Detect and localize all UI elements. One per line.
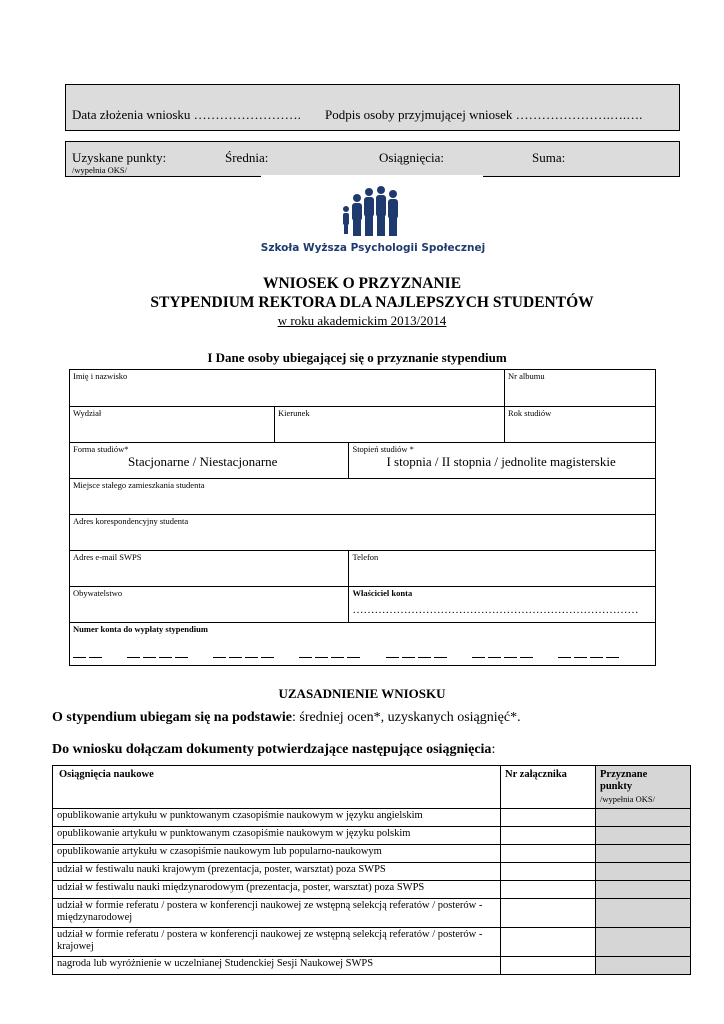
achievement-row-label: opublikowanie artykułu w czasopiśmie naukowym lub popularno-naukowym [53,845,501,863]
points-cell [596,863,691,881]
degree-field[interactable] [349,443,656,479]
account-dashes [73,650,652,654]
degree-label: Stopień studiów * [352,444,414,454]
citizenship-label: Obywatelstwo [73,588,123,598]
points-cell [596,827,691,845]
points-cell [596,957,691,975]
attachment-number-cell[interactable] [501,809,596,827]
phone-label: Telefon [352,552,379,562]
points-cell [596,928,691,957]
points-col-header [596,766,691,809]
points-box [65,141,680,177]
points-cell [596,899,691,928]
title-line-1: WNIOSEK O PRZYZNANIE [262,275,462,292]
submission-date-label: Data złożenia wniosku ……………………. [72,107,301,122]
owner-label: Właściciel konta [352,588,413,598]
receiver-signature-label: Podpis osoby przyjmującej wniosek ………………….….…. [325,107,643,122]
oks-note: /wypełnia OKS/ [72,165,128,175]
correspondence-label: Adres korespondencyjny studenta [73,516,189,526]
sum-label: Suma: [532,150,566,165]
album-field[interactable] [505,370,656,407]
points-col-title: Przyznane punkty [600,769,648,792]
residence-label: Miejsce stałego zamieszkania studenta [73,480,205,490]
points-box-gap [261,175,483,179]
year-label: Rok studiów [508,408,552,418]
academic-year: w roku akademickim 2013/2014 [277,313,447,328]
achievement-row-label: opublikowanie artykułu w punktowanym czasopiśmie naukowym w języku angielskim [53,809,501,827]
achievement-row-label: opublikowanie artykułu w punktowanym czasopiśmie naukowym w języku polskim [53,827,501,845]
study-form-field[interactable] [70,443,349,479]
email-field[interactable] [70,551,349,587]
direction-label: Kierunek [278,408,310,418]
attach-rest: : [491,742,496,757]
faculty-label: Wydział [73,408,102,418]
degree-value: I stopnia / II stopnia / jednolite magisterskie [386,454,616,469]
attachment-number-cell[interactable] [501,899,596,928]
points-col-note: /wypełnia OKS/ [600,794,656,804]
section-1-heading: I Dane osoby ubiegającej się o przyznanie stypendium [207,350,507,365]
points-cell [596,845,691,863]
residence-field[interactable] [70,479,656,515]
album-label: Nr albumu [508,371,545,381]
attachment-number-cell[interactable] [501,928,596,957]
study-form-label: Forma studiów* [73,444,129,454]
title-line-2: STYPENDIUM REKTORA DLA NAJLEPSZYCH STUDENTÓW [150,294,594,311]
points-label: Uzyskane punkty: [72,150,167,165]
achievement-row-label: udział w formie referatu / postera w konferencji naukowej ze wstępną selekcją referatów / posterów - krajowej [53,928,501,957]
year-field[interactable] [505,407,656,443]
citizenship-field[interactable] [70,587,349,623]
study-form-value: Stacjonarne / Niestacjonarne [128,454,278,469]
attachment-number-cell[interactable] [501,863,596,881]
attachment-col-header: Nr załącznika [501,766,596,809]
faculty-field[interactable] [70,407,275,443]
achievements-col-header: Osiągnięcia naukowe [53,766,501,809]
account-label: Numer konta do wypłaty stypendium [73,624,208,634]
owner-dots: …………………………………………………………………… [352,604,639,616]
attachment-number-cell[interactable] [501,845,596,863]
applicant-form [69,369,656,666]
attachment-number-cell[interactable] [501,957,596,975]
points-cell [596,881,691,899]
attachment-number-cell[interactable] [501,827,596,845]
name-label: Imię i nazwisko [73,371,128,381]
basis-line [52,710,521,726]
phone-field[interactable] [349,551,656,587]
achievements-table [52,765,691,975]
achievement-row-label: udział w festiwalu nauki międzynarodowym (prezentacja, poster, warsztat) poza SWPS [53,881,501,899]
average-label: Średnia: [225,150,269,165]
attachment-number-cell[interactable] [501,881,596,899]
email-label: Adres e-mail SWPS [73,552,142,562]
justification-heading: UZASADNIENIE WNIOSKU [278,686,446,701]
basis-rest: : średniej ocen*, uzyskanych osiągnięć*. [291,710,521,725]
people-logo-icon [338,185,408,240]
points-cell [596,809,691,827]
achievements-label: Osiągnięcia: [379,150,444,165]
achievement-row-label: udział w formie referatu / postera w konferencji naukowej ze wstępną selekcją referatów / posterów - międzynarodowej [53,899,501,928]
submission-box [65,84,680,131]
account-field[interactable] [70,623,656,666]
achievement-row-label: nagroda lub wyróżnienie w uczelnianej Studenckiej Sesji Naukowej SWPS [53,957,501,975]
name-field[interactable] [70,370,505,407]
school-name-logo: Szkoła Wyższa Psychologii Społecznej [260,242,486,254]
achievement-row-label: udział w festiwalu nauki krajowym (prezentacja, poster, warsztat) poza SWPS [53,863,501,881]
direction-field[interactable] [275,407,505,443]
attach-line [52,742,495,758]
correspondence-field[interactable] [70,515,656,551]
basis-bold: O stypendium ubiegam się na podstawie [52,710,292,725]
owner-field[interactable] [349,587,656,623]
attach-bold: Do wniosku dołączam dokumenty potwierdzające następujące osiągnięcia [52,742,492,757]
